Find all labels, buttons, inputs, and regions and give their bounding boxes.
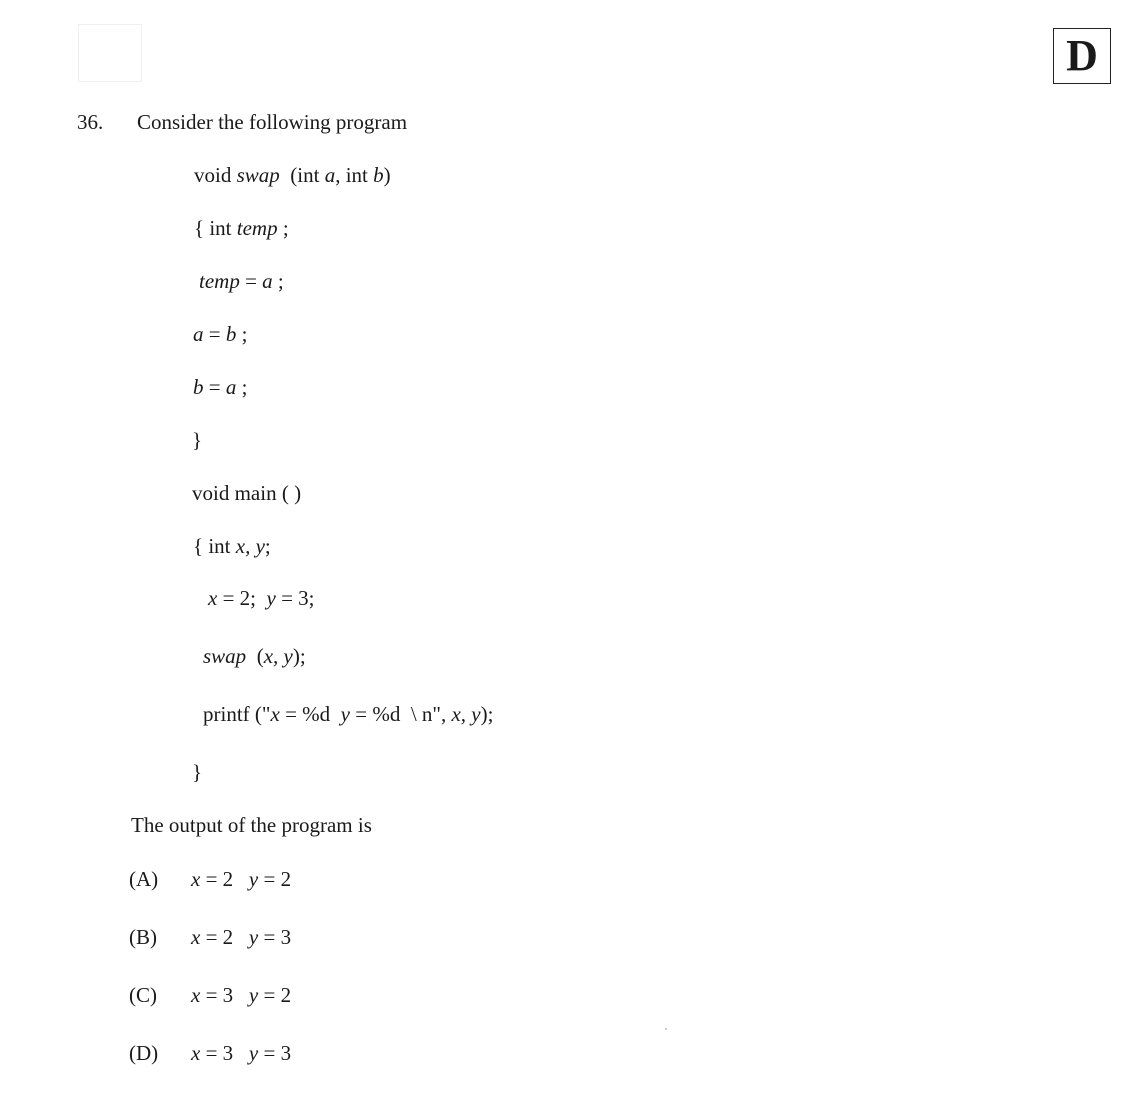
option-letter: (B) xyxy=(129,925,157,949)
code-line-6: } xyxy=(192,428,203,452)
code-line-5: b = a ; xyxy=(193,375,248,399)
speck xyxy=(665,1028,667,1030)
code-line-3: temp = a ; xyxy=(199,269,284,293)
option-letter: (D) xyxy=(129,1041,159,1065)
option-c[interactable]: (C) x = 3 y = 2 xyxy=(129,983,292,1007)
option-b[interactable]: (B) x = 2 y = 3 xyxy=(129,925,292,949)
option-letter: (A) xyxy=(129,867,159,891)
code-line-1: void swap (int a, int b) xyxy=(194,163,391,187)
option-d[interactable]: (D) x = 3 y = 3 xyxy=(129,1041,292,1065)
question-number: 36. xyxy=(77,110,104,134)
code-line-2: { int temp ; xyxy=(194,216,289,240)
code-line-9: x = 2; y = 3; xyxy=(208,586,315,610)
option-letter: (C) xyxy=(129,983,157,1007)
code-line-4: a = b ; xyxy=(193,322,248,346)
code-line-7: void main ( ) xyxy=(192,481,302,505)
code-line-8: { int x, y; xyxy=(193,534,271,558)
bleed-through-mark xyxy=(78,24,142,82)
code-line-12: } xyxy=(192,760,203,784)
option-a[interactable]: (A) x = 2 y = 2 xyxy=(129,867,292,891)
code-line-10: swap (x, y); xyxy=(203,644,306,668)
question-stem: Consider the following program xyxy=(137,110,408,134)
series-code-box: D xyxy=(1053,28,1111,84)
output-prompt: The output of the program is xyxy=(131,813,372,837)
code-line-11: printf ("x = %d y = %d \ n", x, y); xyxy=(203,702,494,726)
